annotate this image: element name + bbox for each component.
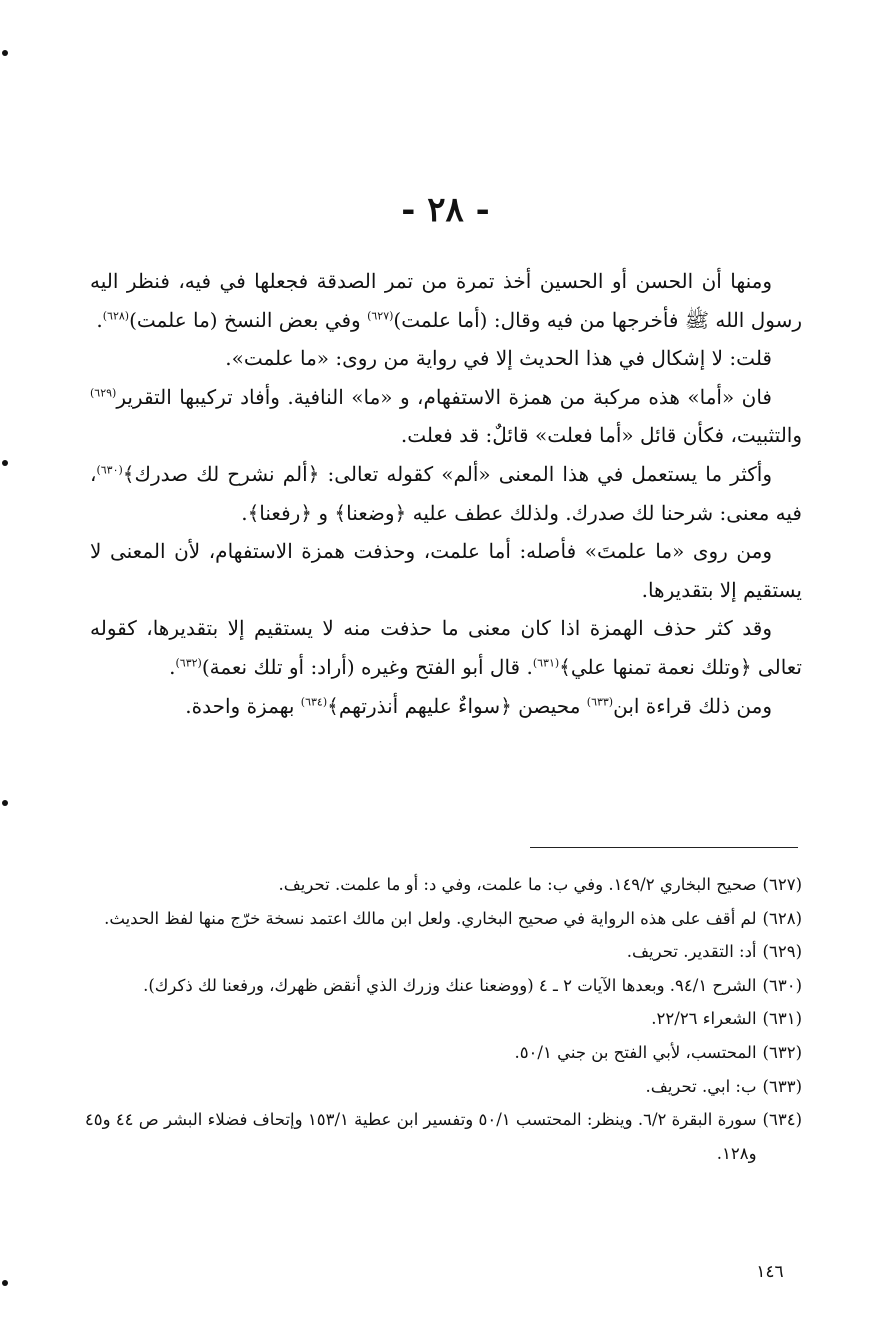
paragraph: وقد كثر حذف الهمزة اذا كان معنى ما حذفت منه لا يستقيم إلا بتقديرها، كقوله تعالى ﴿وتلك نعمة تمنها علي﴾$^{(٦٣١)}$. قال أبو الفتح وغيره (أراد: أو تلك نعمة)$^{(٦٣٢)}$. xyxy=(90,616,802,679)
footnote-text: المحتسب، لأبي الفتح بن جني ٥٠/١. xyxy=(514,1042,757,1062)
footnote-ref: (٦٣٠) xyxy=(96,463,123,477)
paragraph: وأكثر ما يستعمل في هذا المعنى «ألم» كقوله تعالى: ﴿ألم نشرح لك صدرك﴾$^{(٦٣٠)}$، فيه معنى: شرحنا لك صدرك. ولذلك عطف عليه ﴿وضعنا﴾ و ﴿رفعنا﴾. xyxy=(90,461,802,525)
footnote-number: (٦٢٧) xyxy=(762,875,802,894)
footnote-number: (٦٣١) xyxy=(762,1009,802,1029)
footnote-text: ب: ابي. تحريف. xyxy=(645,1076,757,1096)
footnote xyxy=(78,1036,802,1070)
footnote-ref: (٦٣١) xyxy=(532,656,560,670)
footnote xyxy=(78,935,802,969)
section-number: - ٢٨ - xyxy=(401,190,490,230)
footnote-text: الشرح ٩٤/١. وبعدها الآيات ٢ ـ ٤ (ووضعنا عنك وزرك الذي أنقض ظهرك، ورفعنا لك ذكرك). xyxy=(143,975,757,995)
paragraph: ومن ذلك قراءة ابن$^{(٦٣٣)}$ محيصن ﴿سواءٌ عليهم أنذرتهم﴾$^{(٦٣٤)}$ بهمزة واحدة. xyxy=(185,693,772,718)
footnote-number: (٦٣٢) xyxy=(762,1042,802,1062)
footnote-text: صحيح البخاري ١٤٩/٢. وفي ب: ما علمت، وفي د: أو ما علمت. تحريف. xyxy=(278,875,757,894)
footnote xyxy=(78,969,802,1003)
paragraph: قلت: لا إشكال في هذا الحديث إلا في رواية من روى: «ما علمت». xyxy=(225,346,772,371)
paragraph: ومن روى «ما علمتَ» فأصله: أما علمت، وحذفت همزة الاستفهام، لأن المعنى لا يستقيم إلا بتقديرها. xyxy=(90,539,802,602)
footnote-text: الشعراء ٢٢/٢٦. xyxy=(651,1009,757,1029)
footnote-divider xyxy=(530,847,798,848)
footnote-text: لم أقف على هذه الرواية في صحيح البخاري. ولعل ابن مالك اعتمد نسخة خرّج منها لفظ الحديث. xyxy=(104,908,757,928)
footnote-ref: (٦٢٨) xyxy=(102,308,130,322)
paragraph: فان «أما» هذه مركبة من همزة الاستفهام، و «ما» النافية. وأفاد تركيبها التقرير$^{(٦٢٩)}$ والتثبيت، فكأن قائل «أما فعلت» قائلٌ: قد فعلت. xyxy=(90,384,802,448)
footnote-number: (٦٢٩) xyxy=(762,942,802,962)
footnote-text: سورة البقرة ٦/٢. وينظر: المحتسب ٥٠/١ وتفسير ابن عطية ١٥٣/١ وإتحاف فضلاء البشر ص ٤٤ و٤٥ و١٢٨. xyxy=(84,1110,757,1163)
footnote xyxy=(78,902,802,936)
paragraph: ومنها أن الحسن أو الحسين أخذ تمرة من تمر الصدقة فجعلها في فيه، فنظر اليه رسول الله ﷺ فأخرجها من فيه وقال: (أما علمت)$^{(٦٢٧)}$ وفي بعض النسخ (ما علمت)$^{(٦٢٨)}$. xyxy=(90,269,802,332)
footnote-number: (٦٣٣) xyxy=(762,1076,802,1096)
scan-mark xyxy=(2,800,8,806)
scan-mark xyxy=(2,50,8,56)
footnote xyxy=(78,1103,802,1170)
footnote xyxy=(78,868,802,902)
scan-mark xyxy=(2,460,8,466)
page-number: ١٤٦ xyxy=(756,1262,784,1282)
footnote-text: أد: التقدير. تحريف. xyxy=(626,942,757,962)
footnote-ref: (٦٣٤) xyxy=(300,694,328,708)
footnote-number: (٦٣٠) xyxy=(762,975,802,995)
footnote xyxy=(78,1002,802,1036)
footnote-ref: (٦٣٢) xyxy=(175,656,202,670)
footnote xyxy=(78,1070,802,1104)
scan-mark xyxy=(2,1280,8,1286)
footnote-ref: (٦٢٩) xyxy=(90,386,117,400)
footnote-ref: (٦٣٣) xyxy=(586,694,614,708)
footnote-number: (٦٢٨) xyxy=(762,908,802,928)
footnote-number: (٦٣٤) xyxy=(762,1110,802,1130)
footnote-ref: (٦٢٧) xyxy=(367,308,394,322)
main-text xyxy=(90,262,802,725)
footnotes xyxy=(78,868,802,1170)
